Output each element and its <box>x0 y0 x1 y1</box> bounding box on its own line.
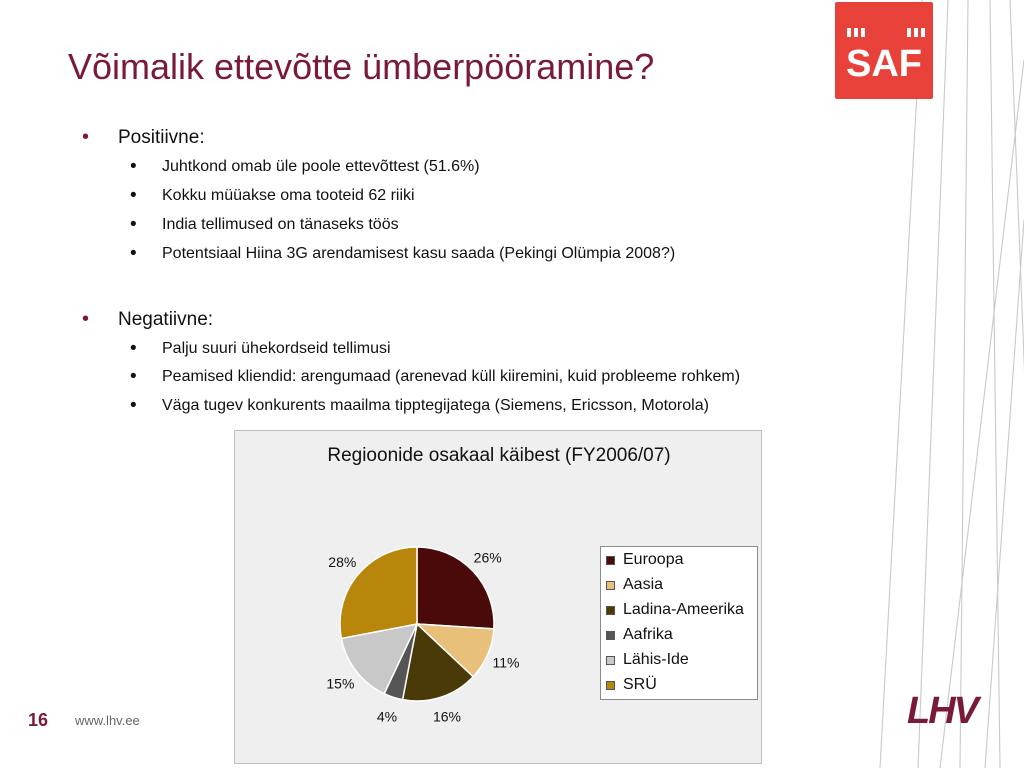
bullet-icon: • <box>130 214 137 235</box>
legend-swatch <box>606 606 615 615</box>
list-item <box>130 185 415 206</box>
list-item-text: Potentsiaal Hiina 3G arendamisest kasu saada (Pekingi Olümpia 2008?) <box>162 245 676 262</box>
legend-label: SRÜ <box>623 676 657 693</box>
pie-data-label: 15% <box>326 675 355 692</box>
list-item-text: Juhtkond omab üle poole ettevõttest (51.6%) <box>162 158 480 175</box>
bullet-icon: • <box>130 395 137 416</box>
legend-label: Lähis-Ide <box>623 651 689 668</box>
list-item-text: Väga tugev konkurents maailma tipptegijatega (Siemens, Ericsson, Motorola) <box>162 397 709 414</box>
saf-logo <box>835 2 933 99</box>
section-heading-label: Negatiivne: <box>118 309 214 330</box>
legend-swatch <box>606 656 615 665</box>
bullet-icon: • <box>82 126 90 148</box>
pie-data-label: 26% <box>473 549 502 566</box>
lhv-logo <box>905 690 1000 730</box>
legend-swatch <box>606 631 615 640</box>
bullet-icon: • <box>130 243 137 264</box>
list-item-text: Kokku müüakse oma tooteid 62 riiki <box>162 187 415 204</box>
pie-data-label: 11% <box>492 654 520 671</box>
legend-label: Ladina-Ameerika <box>623 601 744 618</box>
legend-swatch <box>606 556 615 565</box>
pie-data-label: 4% <box>376 708 398 725</box>
list-item-text: Palju suuri ühekordseid tellimusi <box>162 340 391 357</box>
pie-data-label: 28% <box>328 554 357 571</box>
page-number: 16 <box>28 710 49 730</box>
list-item-text: India tellimused on tänaseks töös <box>162 216 399 233</box>
section-heading-positive <box>82 126 205 149</box>
bullet-icon: • <box>130 366 137 387</box>
list-item <box>130 338 391 359</box>
legend-swatch <box>606 581 615 590</box>
list-item <box>130 214 399 235</box>
bullet-icon: • <box>130 338 137 359</box>
legend-label: Aasia <box>623 576 664 593</box>
slide-title: Võimalik ettevõtte ümberpööramine? <box>68 46 655 87</box>
list-item <box>130 156 480 177</box>
bullet-icon: • <box>82 308 90 330</box>
chart-title: Regioonide osakaal käibest (FY2006/07) <box>327 445 671 466</box>
legend-label: Euroopa <box>623 551 684 568</box>
section-heading-label: Positiivne: <box>118 127 205 148</box>
pie-data-label: 16% <box>432 708 462 725</box>
legend-label: Aafrika <box>623 626 673 643</box>
chart-legend <box>600 546 758 700</box>
section-heading-negative <box>82 308 214 331</box>
list-item <box>130 395 709 416</box>
list-item <box>130 243 676 264</box>
saf-logo-text: SAF <box>846 43 922 85</box>
pie-chart <box>234 430 762 764</box>
list-item <box>130 366 741 387</box>
legend-swatch <box>606 681 615 690</box>
list-item-text: Peamised kliendid: arengumaad (arenevad küll kiiremini, kuid probleeme rohkem) <box>162 368 741 385</box>
footer-url: www.lhv.ee <box>75 713 140 728</box>
bullet-icon: • <box>130 185 137 206</box>
bullet-icon: • <box>130 156 137 177</box>
lhv-logo-text: LHV <box>907 690 977 730</box>
